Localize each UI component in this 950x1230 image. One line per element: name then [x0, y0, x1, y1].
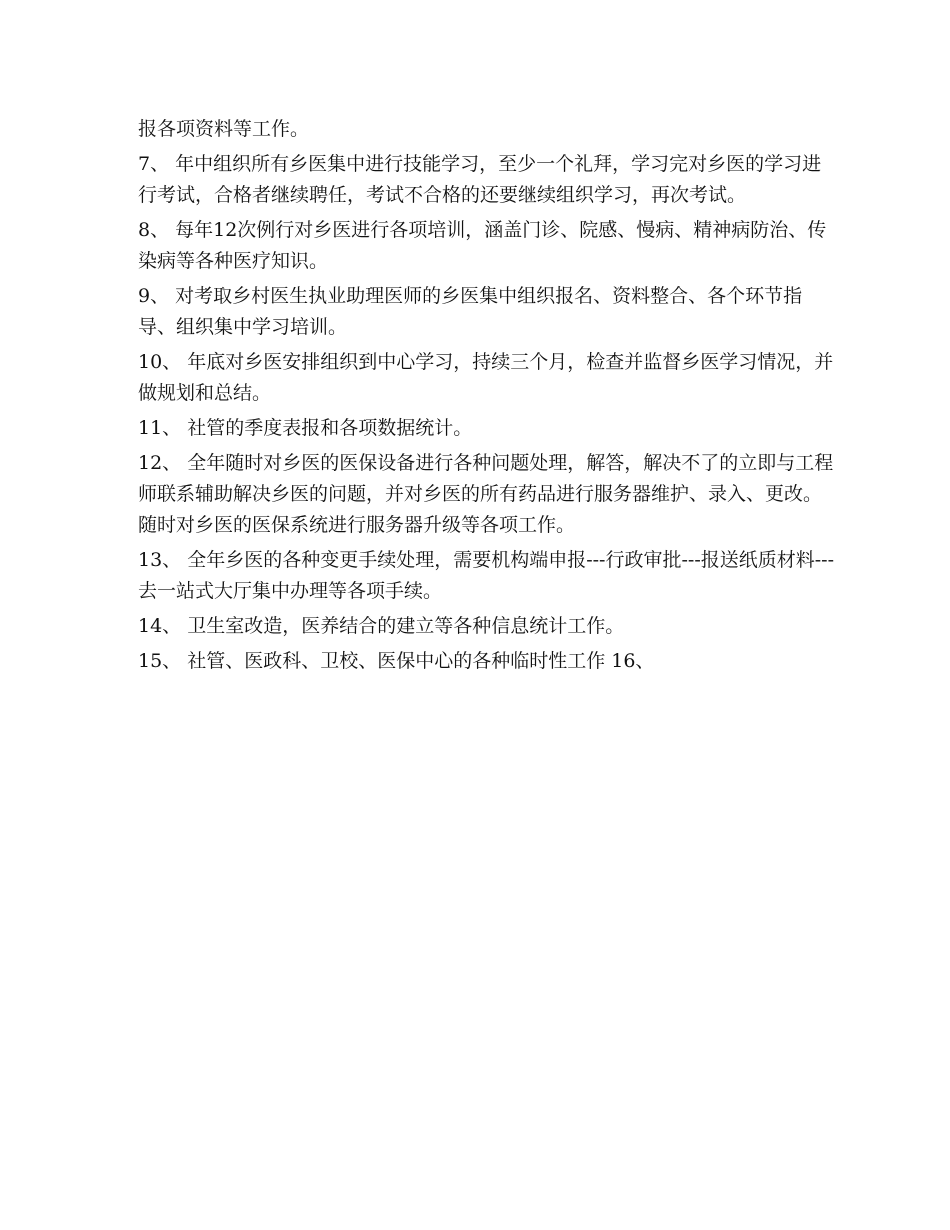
- document-body: [138, 114, 838, 681]
- paragraph: 15、 社管、医政科、卫校、医保中心的各种临时性工作 16、: [138, 650, 655, 672]
- paragraph: 8、 每年12次例行对乡医进行各项培训，涵盖门诊、院感、慢病、精神病防治、传染病等各种医疗知识。: [138, 219, 827, 272]
- paragraph: 14、 卫生室改造，医养结合的建立等各种信息统计工作。: [138, 615, 625, 637]
- paragraph: 11、 社管的季度表报和各项数据统计。: [138, 417, 473, 439]
- paragraph: 7、 年中组织所有乡医集中进行技能学习，至少一个礼拜，学习完对乡医的学习进行考试，合格者继续聘任，考试不合格的还要继续组织学习，再次考试。: [138, 153, 822, 206]
- paragraph: 报各项资料等工作。: [138, 118, 310, 140]
- paragraph: 12、 全年随时对乡医的医保设备进行各种问题处理，解答，解决不了的立即与工程师联系辅助解决乡医的问题，并对乡医的所有药品进行服务器维护、录入、更改。随时对乡医的医保系统进行服务器升级等各项工作。: [138, 452, 834, 536]
- paragraph: 10、 年底对乡医安排组织到中心学习，持续三个月，检查并监督乡医学习情况，并做规划和总结。: [138, 351, 834, 404]
- paragraph: 9、 对考取乡村医生执业助理医师的乡医集中组织报名、资料整合、各个环节指导、组织集中学习培训。: [138, 285, 803, 338]
- paragraph: 13、 全年乡医的各种变更手续处理，需要机构端申报---行政审批---报送纸质材料---去一站式大厅集中办理等各项手续。: [138, 549, 834, 602]
